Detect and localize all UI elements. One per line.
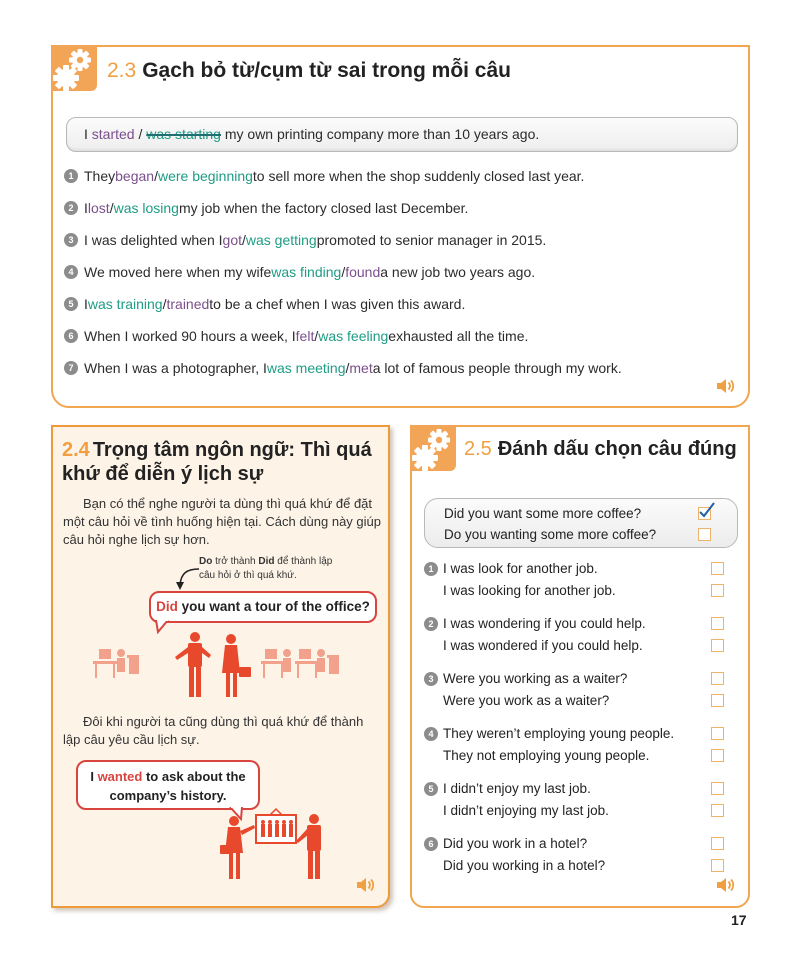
page-number: 17 xyxy=(731,912,747,928)
item-prefix: We moved here when my wife xyxy=(84,264,272,280)
note-text: để thành lập xyxy=(274,556,333,567)
item-prefix: They xyxy=(84,168,116,184)
note-text: trở thành xyxy=(212,556,259,567)
question xyxy=(424,613,724,656)
section-title-text: Đánh dấu chọn câu đúng xyxy=(497,438,737,460)
option-row xyxy=(424,635,724,657)
checkbox[interactable] xyxy=(711,639,724,652)
option-text: Did you want some more coffee? xyxy=(444,506,642,521)
note-bold: Do xyxy=(199,556,213,567)
option-text: I was wondered if you could help. xyxy=(443,637,643,653)
separator: / xyxy=(314,328,319,344)
item-number: 6 xyxy=(64,329,78,343)
option-a[interactable]: got xyxy=(222,232,242,248)
section-title xyxy=(107,59,511,83)
checkbox[interactable] xyxy=(711,694,724,707)
example-sentence xyxy=(66,117,738,152)
checkbox[interactable] xyxy=(711,584,724,597)
option-a[interactable]: began xyxy=(115,168,155,184)
exercise-item xyxy=(64,192,622,224)
checkbox[interactable] xyxy=(711,837,724,850)
office-illustration xyxy=(91,627,341,701)
annotation-note xyxy=(199,555,332,583)
question-list xyxy=(424,558,724,888)
checkbox[interactable] xyxy=(711,782,724,795)
explanation-paragraph: Bạn có thể nghe người ta dùng thì quá khứ để đặt một câu hỏi về tình huống hiện tại. Cách dùng này giúp câu hỏi nghe lịch sự hơn. xyxy=(63,496,381,547)
option-row xyxy=(424,855,724,877)
exercise-item xyxy=(64,256,622,288)
option-text: I didn’t enjoy my last job. xyxy=(443,781,591,797)
item-suffix: to sell more when the shop suddenly closed last year. xyxy=(252,168,585,184)
example-prefix: I xyxy=(84,126,92,142)
option-b-crossed-out[interactable]: was starting xyxy=(146,126,221,142)
exercise-item xyxy=(64,224,622,256)
explanation-paragraph: Đôi khi người ta cũng dùng thì quá khứ để thành lập câu yêu cầu lịch sự. xyxy=(63,714,364,747)
option-b[interactable]: was feeling xyxy=(318,328,389,344)
separator: / xyxy=(109,200,114,216)
option-a[interactable]: was finding xyxy=(271,264,342,280)
option-a[interactable]: started xyxy=(91,126,135,142)
exercise-item xyxy=(64,288,622,320)
item-prefix: I xyxy=(84,296,88,312)
language-focus-2-4 xyxy=(51,425,390,908)
title-bold: Trọng tâm ngôn ngữ: xyxy=(92,439,296,461)
checkbox[interactable] xyxy=(711,617,724,630)
speech-bubble xyxy=(149,591,377,623)
title-rest: Thì quá khứ để diễn ý lịch sự xyxy=(62,439,372,485)
exercise-item xyxy=(64,352,622,384)
checkbox-checked[interactable] xyxy=(698,507,711,520)
exercise-items xyxy=(64,160,622,384)
item-suffix: exhausted all the time. xyxy=(388,328,529,344)
item-number: 5 xyxy=(64,297,78,311)
question-number: 2 xyxy=(424,617,438,631)
checkbox[interactable] xyxy=(711,749,724,762)
item-prefix: When I worked 90 hours a week, I xyxy=(84,328,296,344)
item-number: 4 xyxy=(64,265,78,279)
option-text: Did you work in a hotel? xyxy=(443,836,588,852)
example-suffix: my own printing company more than 10 years ago. xyxy=(220,126,540,142)
question xyxy=(424,778,724,821)
option-b[interactable]: trained xyxy=(166,296,210,312)
option-b[interactable]: met xyxy=(349,360,373,376)
option-text: They weren’t employing young people. xyxy=(443,726,675,742)
item-suffix: my job when the factory closed last December. xyxy=(178,200,469,216)
item-number: 3 xyxy=(64,233,78,247)
option-a[interactable]: felt xyxy=(295,328,315,344)
highlight-word: Did xyxy=(156,599,178,614)
section-title xyxy=(62,438,382,486)
note-bold: Did xyxy=(258,556,275,567)
question-number: 4 xyxy=(424,727,438,741)
checkmark-icon xyxy=(698,501,716,519)
option-b[interactable]: were beginning xyxy=(157,168,253,184)
item-prefix: I xyxy=(84,200,88,216)
question-number: 5 xyxy=(424,782,438,796)
option-text: I was looking for another job. xyxy=(443,582,616,598)
option-row xyxy=(444,503,737,524)
speech-bubble xyxy=(76,760,260,810)
speaker-icon[interactable] xyxy=(716,378,736,394)
separator: / xyxy=(162,296,167,312)
item-suffix: a lot of famous people through my work. xyxy=(372,360,622,376)
option-row xyxy=(424,723,724,745)
gears-icon xyxy=(410,425,456,471)
option-b[interactable]: found xyxy=(345,264,381,280)
separator: / xyxy=(345,360,350,376)
option-text: I was look for another job. xyxy=(443,561,598,577)
section-title xyxy=(464,438,737,461)
question-number: 6 xyxy=(424,837,438,851)
separator: / xyxy=(154,168,158,184)
separator: / xyxy=(134,126,147,142)
option-row xyxy=(424,800,724,822)
section-title-text: Gạch bỏ từ/cụm từ sai trong mỗi câu xyxy=(142,59,511,82)
checkbox[interactable] xyxy=(711,804,724,817)
example-pair xyxy=(424,498,738,548)
option-row xyxy=(424,580,724,602)
section-number: 2.5 xyxy=(464,438,492,460)
speaker-icon[interactable] xyxy=(716,877,736,893)
bubble-text: I xyxy=(90,769,98,784)
bubble-text: you want a tour of the office? xyxy=(177,599,370,614)
exercise-2-3 xyxy=(51,45,750,408)
history-illustration xyxy=(218,807,328,882)
option-b[interactable]: was getting xyxy=(245,232,317,248)
question-number: 1 xyxy=(424,562,438,576)
option-a[interactable]: lost xyxy=(87,200,110,216)
item-suffix: a new job two years ago. xyxy=(380,264,536,280)
option-row xyxy=(424,833,724,855)
section-number: 2.4 xyxy=(62,439,90,461)
question xyxy=(424,833,724,876)
note-text: câu hỏi ở thì quá khứ. xyxy=(199,570,297,581)
option-a[interactable]: was training xyxy=(87,296,163,312)
option-b[interactable]: was losing xyxy=(113,200,179,216)
checkbox[interactable] xyxy=(711,859,724,872)
highlight-word: wanted xyxy=(97,769,143,784)
option-row xyxy=(424,778,724,800)
exercise-2-5 xyxy=(410,425,750,908)
option-text: Do you wanting some more coffee? xyxy=(444,527,657,542)
item-prefix: I was delighted when I xyxy=(84,232,223,248)
separator: / xyxy=(242,232,246,248)
option-a[interactable]: was meeting xyxy=(266,360,346,376)
option-text: They not employing young people. xyxy=(443,747,650,763)
option-row xyxy=(424,668,724,690)
option-text: Did you working in a hotel? xyxy=(443,857,606,873)
item-number: 2 xyxy=(64,201,78,215)
checkbox[interactable] xyxy=(711,562,724,575)
arrow-icon xyxy=(173,565,203,593)
option-text: Were you work as a waiter? xyxy=(443,692,610,708)
speaker-icon[interactable] xyxy=(356,877,376,893)
option-text: Were you working as a waiter? xyxy=(443,671,628,687)
question-number: 3 xyxy=(424,672,438,686)
checkbox[interactable] xyxy=(711,727,724,740)
option-text: I didn’t enjoying my last job. xyxy=(443,802,609,818)
item-suffix: to be a chef when I was given this award. xyxy=(209,296,466,312)
checkbox[interactable] xyxy=(711,672,724,685)
question xyxy=(424,558,724,601)
option-row xyxy=(424,613,724,635)
option-row xyxy=(424,745,724,767)
option-row xyxy=(424,558,724,580)
item-number: 7 xyxy=(64,361,78,375)
option-text: I was wondering if you could help. xyxy=(443,616,646,632)
section-number: 2.3 xyxy=(107,59,137,82)
question xyxy=(424,723,724,766)
exercise-item xyxy=(64,320,622,352)
separator: / xyxy=(341,264,346,280)
bubble-text: to ask about the company’s history. xyxy=(109,769,246,803)
gears-icon xyxy=(51,45,97,91)
question xyxy=(424,668,724,711)
option-row xyxy=(444,524,737,545)
item-suffix: promoted to senior manager in 2015. xyxy=(316,232,547,248)
item-prefix: When I was a photographer, I xyxy=(84,360,267,376)
option-row xyxy=(424,690,724,712)
item-number: 1 xyxy=(64,169,78,183)
checkbox[interactable] xyxy=(698,528,711,541)
exercise-item xyxy=(64,160,622,192)
